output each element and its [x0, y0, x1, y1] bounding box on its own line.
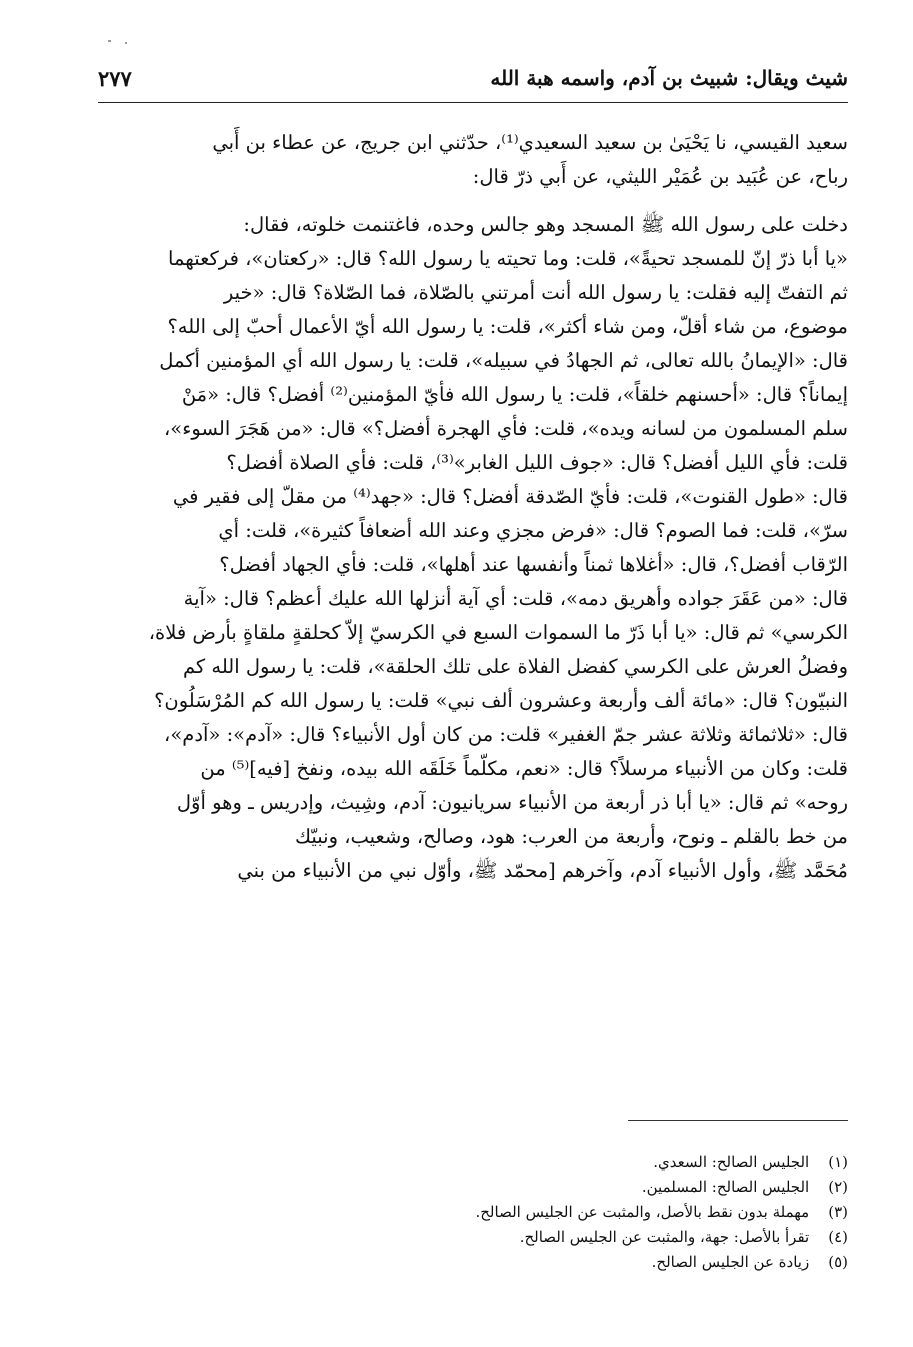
footnote-item: [300, 1175, 848, 1200]
text-line: سرّ»، قلت: فما الصوم؟ قال: «فرض مجزي وعند الله أضعافاً كثيرة»، قلت: أي: [218, 519, 848, 542]
footnote-text: الجليس الصالح: السعدي.: [653, 1153, 810, 1171]
footnote-item: [300, 1225, 848, 1250]
footnote-number: (٤): [828, 1228, 848, 1246]
text-line: روحه» ثم قال: «يا أبا ذر أربعة من الأنبياء سريانيون: آدم، وشِيث، وإدريس ـ وهو أوّل: [176, 791, 848, 814]
footnotes: [300, 1150, 848, 1275]
running-title: شيث ويقال: شبيث بن آدم، واسمه هبة الله: [490, 66, 848, 90]
footnote-text: تقرأ بالأصل: جهة، والمثبت عن الجليس الصالح.: [519, 1228, 810, 1246]
footnote-item: [300, 1200, 848, 1225]
footnote-text: الجليس الصالح: المسلمين.: [641, 1178, 810, 1196]
footnote-number: (٣): [828, 1203, 848, 1221]
scan-speck: [125, 42, 127, 44]
footnote-number: (١): [828, 1153, 848, 1171]
footnote-number: (٢): [828, 1178, 848, 1196]
scan-speck: [108, 40, 111, 42]
text-line: النبيّون؟ قال: «مائة ألف وأربعة وعشرون ألف نبي» قلت: يا رسول الله كم المُرْسَلُون؟: [154, 689, 848, 712]
text-line: قال: «ثلاثمائة وثلاثة عشر جمّ الغفير» قلت: من كان أول الأنبياء؟ قال: «آدم»: «آدم»،: [164, 723, 848, 746]
footnote-separator: [628, 1120, 848, 1121]
text-line: رباح، عن عُبَيد بن عُمَيْر الليثي، عن أَبي ذرّ قال:: [472, 165, 848, 188]
footnote-item: [300, 1150, 848, 1175]
text-line: قال: «من عَقَرَ جواده وأهريق دمه»، قلت: أي آية أنزلها الله عليك أعظم؟ قال: «آية: [183, 587, 848, 610]
text-line: مُحَمَّد ﷺ، وأول الأنبياء آدم، وآخرهم [محمّد ﷺ، وأوّل نبي من الأنبياء من بني: [237, 859, 848, 882]
main-text: [98, 126, 848, 902]
footnote-text: زيادة عن الجليس الصالح.: [651, 1253, 810, 1271]
text-line: الرّقاب أفضل؟، قال: «أغلاها ثمناً وأنفسها عند أهلها»، قلت: فأي الجهاد أفضل؟: [219, 553, 848, 576]
text-line: «يا أبا ذرّ إنّ للمسجد تحيةً»، قلت: وما تحيته يا رسول الله؟ قال: «ركعتان»، فركعتهما: [168, 247, 848, 270]
text-line: سلم المسلمون من لسانه ويده»، قلت: فأي الهجرة أفضل؟» قال: «من هَجَرَ السوء»،: [164, 417, 848, 440]
text-line: قلت: فأي الليل أفضل؟ قال: «جوف الليل الغابر»⁽³⁾، قلت: فأي الصلاة أفضل؟: [226, 451, 848, 474]
page-header: [98, 58, 848, 103]
text-line: سعيد القيسي، نا يَحْيَىٰ بن سعيد السعيدي⁽¹⁾، حدّثني ابن جريج، عن عطاء بن أَبي: [212, 131, 848, 154]
text-line: قلت: وكان من الأنبياء مرسلاً؟ قال: «نعم، مكلّماً خَلَقَه الله بيده، ونفخ [فيه]⁽⁵⁾ من: [200, 757, 848, 780]
footnote-item: [300, 1250, 848, 1275]
text-line: وفضلُ العرش على الكرسي كفضل الفلاة على تلك الحلقة»، قلت: يا رسول الله كم: [182, 655, 848, 678]
footnote-text: مهملة بدون نقط بالأصل، والمثبت عن الجليس الصالح.: [475, 1203, 810, 1221]
paragraph-isnad: [98, 126, 848, 194]
page-number: ٢٧٧: [98, 66, 132, 91]
text-line: موضوع، من شاء أقلّ، ومن شاء أكثر»، قلت: يا رسول الله أيّ الأعمال أحبّ إلى الله؟: [167, 315, 848, 338]
text-line: قال: «طول القنوت»، قلت: فأيّ الصّدقة أفضل؟ قال: «جهد⁽⁴⁾ من مقلّ إلى فقير في: [172, 485, 848, 508]
paragraph-hadith: [98, 208, 848, 888]
footnote-number: (٥): [828, 1253, 848, 1271]
text-line: من خط بالقلم ـ ونوح، وأربعة من العرب: هود، وصالح، وشعيب، ونبيّك: [294, 825, 848, 848]
text-line: إيماناً؟ قال: «أحسنهم خلقاً»، قلت: يا رسول الله فأيّ المؤمنين⁽²⁾ أفضل؟ قال: «مَنْ: [181, 383, 848, 406]
text-line: ثم التفتّ إليه فقلت: يا رسول الله أنت أمرتني بالصّلاة، فما الصّلاة؟ قال: «خير: [223, 281, 848, 304]
text-line: الكرسي» ثم قال: «يا أبا ذَرّ ما السموات السبع في الكرسيّ إلاّ كحلقةٍ ملقاةٍ بأرض فلاة،: [148, 621, 848, 644]
text-line: دخلت على رسول الله ﷺ المسجد وهو جالس وحده، فاغتنمت خلوته، فقال:: [243, 213, 848, 236]
text-line: قال: «الإيمانُ بالله تعالى، ثم الجهادُ في سبيله»، قلت: يا رسول الله أي المؤمنين أكمل: [159, 349, 848, 372]
